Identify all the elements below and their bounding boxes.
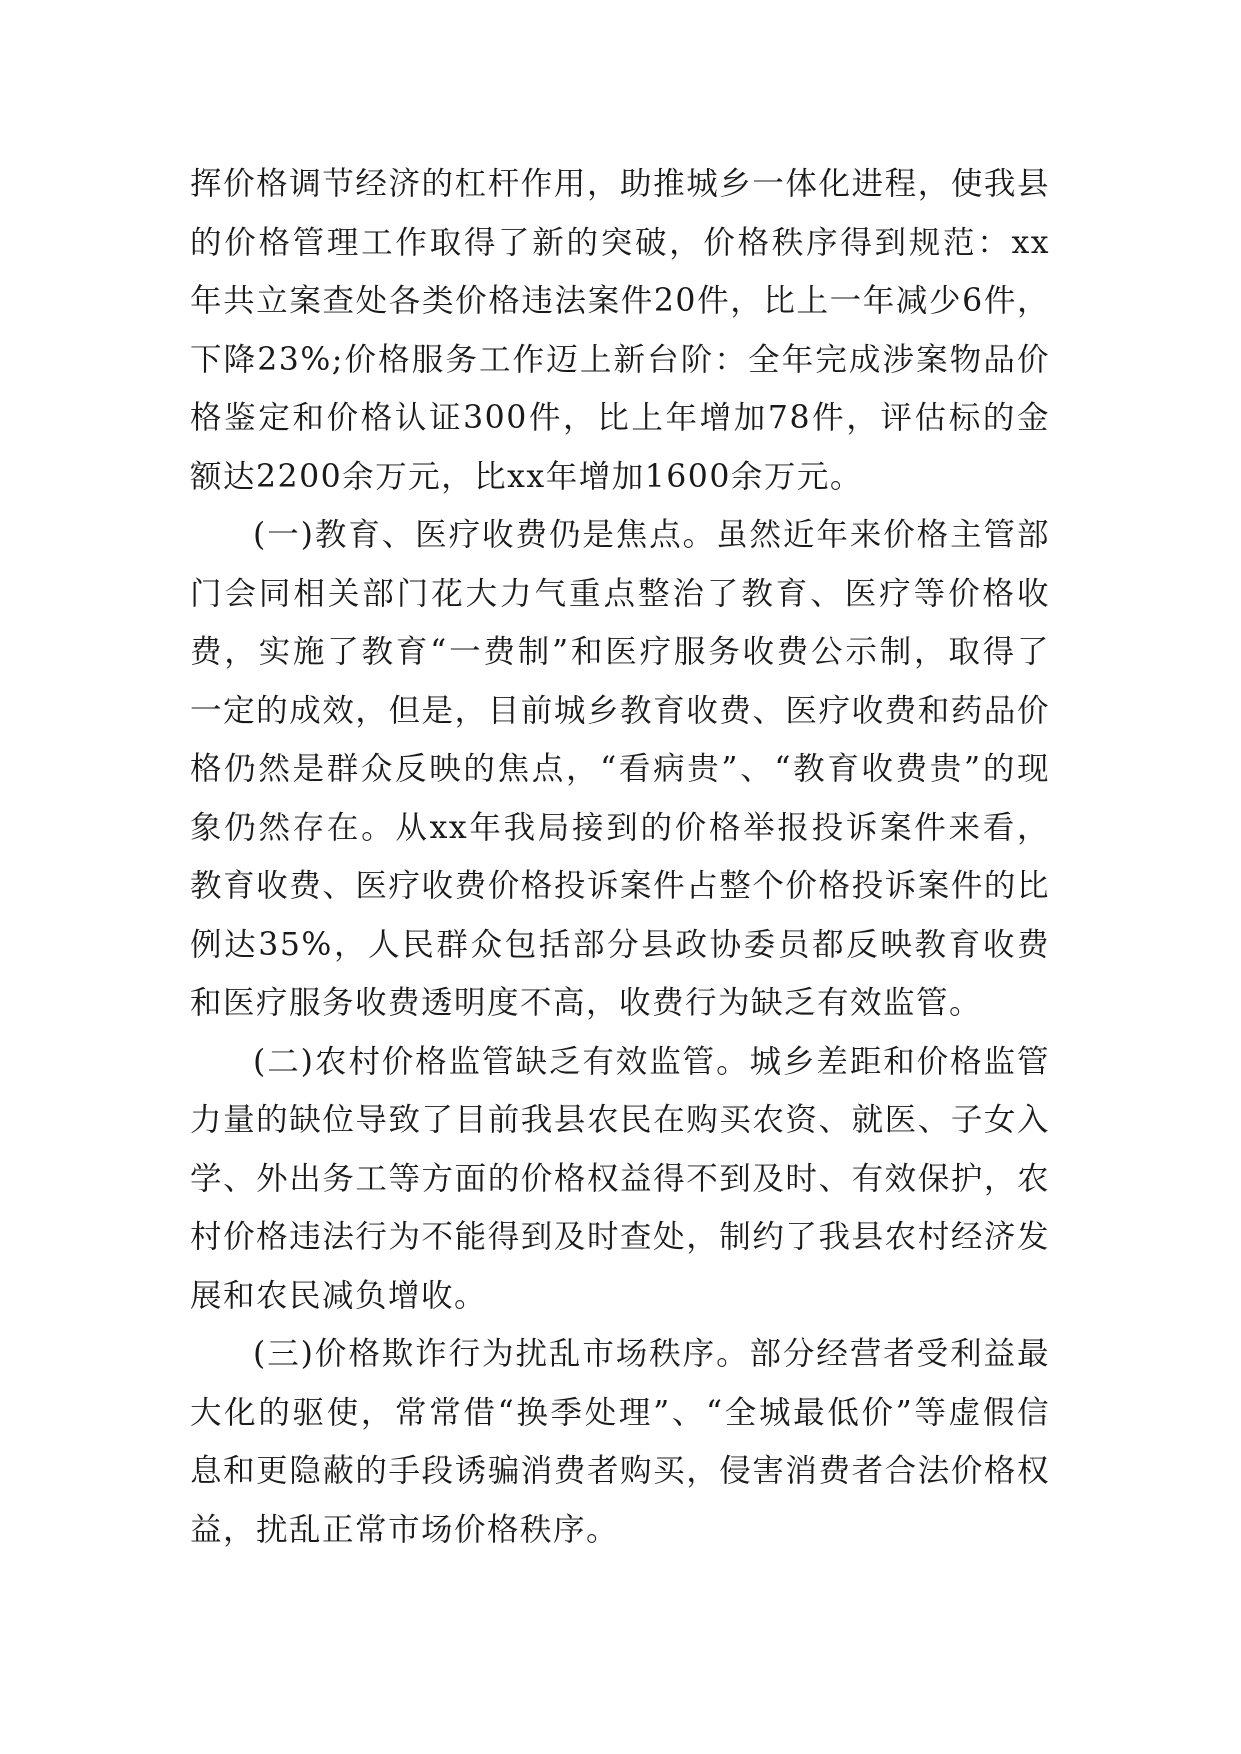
paragraph-continuation: 挥价格调节经济的杠杆作用，助推城乡一体化进程，使我县的价格管理工作取得了新的突破，价格秩序得到规范：xx年共立案查处各类价格违法案件20件，比上一年减少6件，下降23%;价格服务工作迈上新台阶：全年完成涉案物品价格鉴定和价格认证300件，比上年增加78件，评估标的金额达2200余万元，比xx年增加1600余万元。: [190, 166, 1050, 495]
paragraph-rural-price-supervision: (二)农村价格监管缺乏有效监管。城乡差距和价格监管力量的缺位导致了目前我县农民在购买农资、就医、子女入学、外出务工等方面的价格权益得不到及时、有效保护，农村价格违法行为不能得到及时查处，制约了我县农村经济发展和农民减负增收。: [190, 1043, 1050, 1314]
paragraph-education-medical-fees: (一)教育、医疗收费仍是焦点。虽然近年来价格主管部门会同相关部门花大力气重点整治了教育、医疗等价格收费，实施了教育“一费制”和医疗服务收费公示制，取得了一定的成效，但是，目前城乡教育收费、医疗收费和药品价格仍然是群众反映的焦点，“看病贵”、“教育收费贵”的现象仍然存在。从xx年我局接到的价格举报投诉案件来看，教育收费、医疗收费价格投诉案件占整个价格投诉案件的比例达35%，人民群众包括部分县政协委员都反映教育收费和医疗服务收费透明度不高，收费行为缺乏有效监管。: [190, 517, 1050, 1021]
paragraph-price-fraud: (三)价格欺诈行为扰乱市场秩序。部分经营者受利益最大化的驱使，常常借“换季处理”、“全城最低价”等虚假信息和更隐蔽的手段诱骗消费者购买，侵害消费者合法价格权益，扰乱正常市场价格秩序。: [190, 1336, 1050, 1548]
document-body: [190, 155, 1050, 1559]
